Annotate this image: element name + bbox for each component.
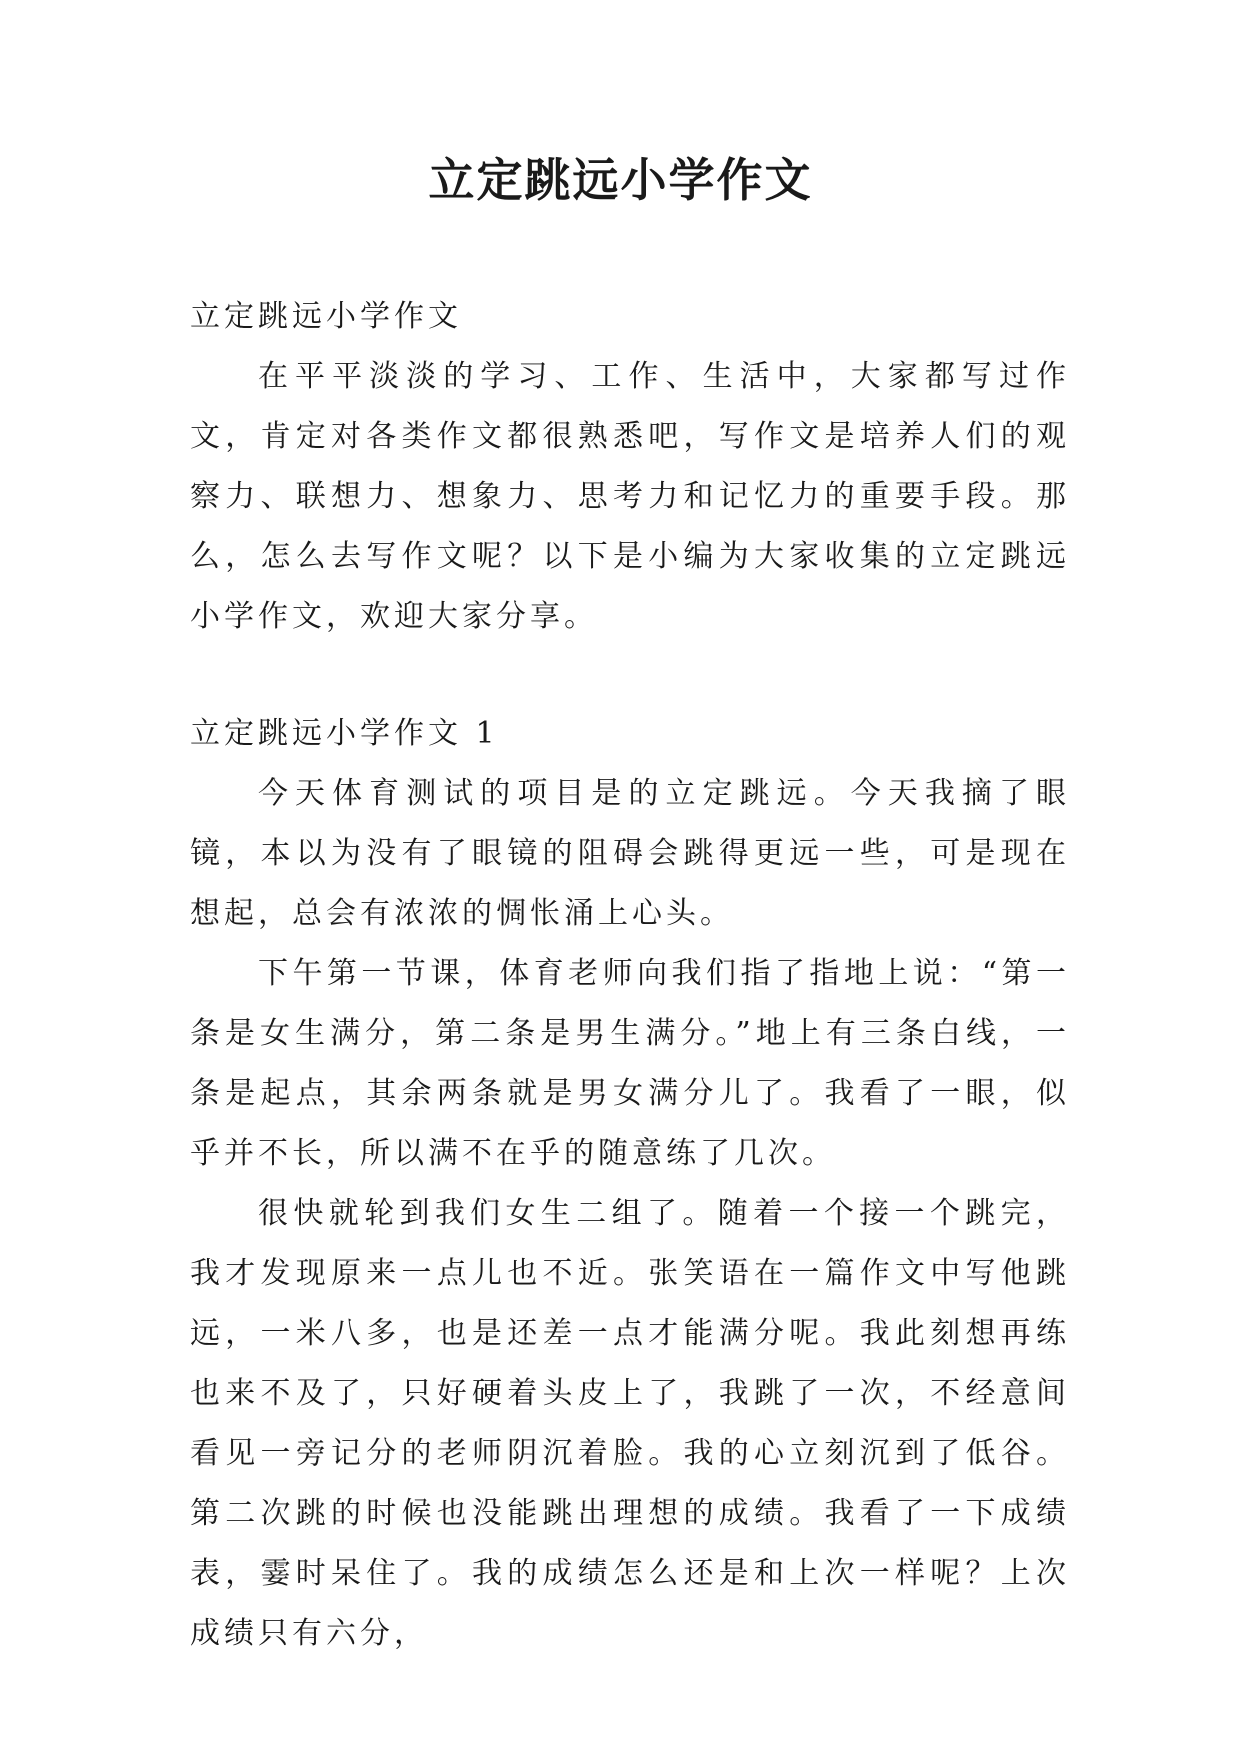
- section-heading: 立定跳远小学作文 1: [190, 716, 499, 751]
- intro-heading: 立定跳远小学作文: [190, 299, 462, 334]
- section-paragraph: 下午第一节课，体育老师向我们指了指地上说：“第一条是女生满分，第二条是男生满分。”地上有三条白线，一条是起点，其余两条就是男女满分儿了。我看了一眼，似乎并不长，所以满不在乎的随意练了几次。: [190, 956, 1070, 1171]
- intro-paragraph: 在平平淡淡的学习、工作、生活中，大家都写过作文，肯定对各类作文都很熟悉吧，写作文是培养人们的观察力、联想力、想象力、思考力和记忆力的重要手段。那么，怎么去写作文呢？以下是小编为大家收集的立定跳远小学作文，欢迎大家分享。: [190, 359, 1070, 634]
- section-spacer: [190, 647, 1070, 704]
- document-title: 立定跳远小学作文: [428, 153, 813, 207]
- section-paragraph: 很快就轮到我们女生二组了。随着一个接一个跳完，我才发现原来一点儿也不近。张笑语在一篇作文中写他跳远，一米八多，也是还差一点才能满分呢。我此刻想再练也来不及了，只好硬着头皮上了，我跳了一次，不经意间看见一旁记分的老师阴沉着脸。我的心立刻沉到了低谷。第二次跳的时候也没能跳出理想的成绩。我看了一下成绩表，霎时呆住了。我的成绩怎么还是和上次一样呢？上次成绩只有六分，: [190, 1196, 1070, 1651]
- document-body: [190, 287, 1070, 1664]
- section-paragraph: 今天体育测试的项目是的立定跳远。今天我摘了眼镜，本以为没有了眼镜的阻碍会跳得更远一些，可是现在想起，总会有浓浓的惆怅涌上心头。: [190, 776, 1070, 931]
